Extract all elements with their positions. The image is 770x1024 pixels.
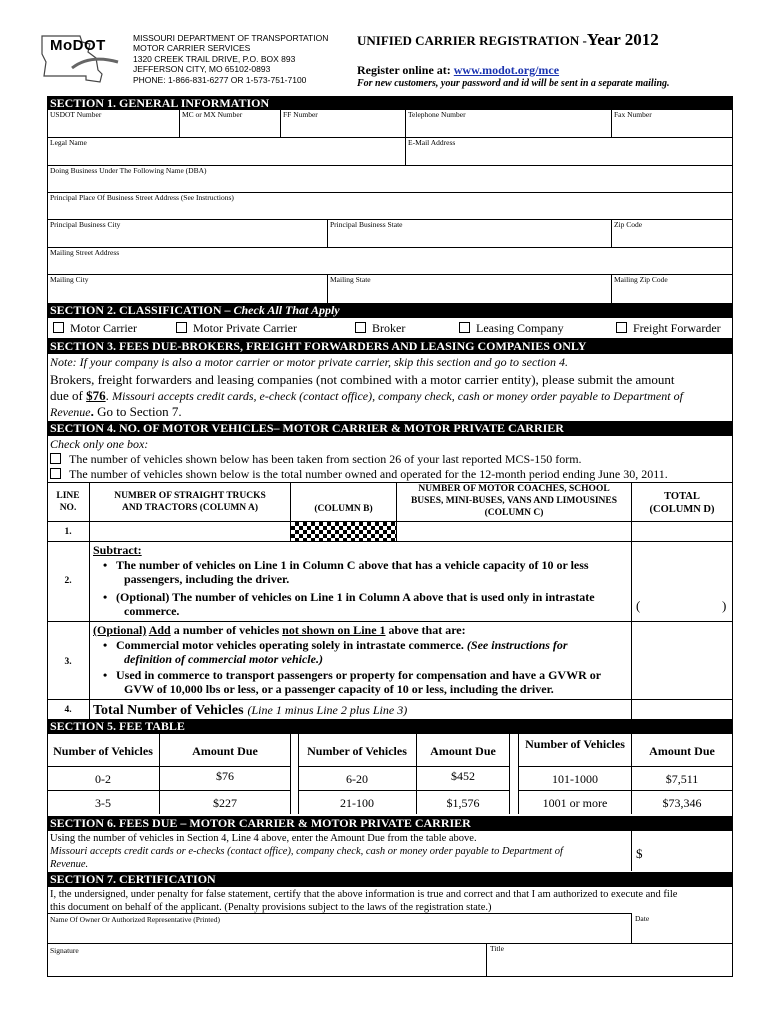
fee-cell: 0-2 [95, 772, 111, 786]
signature-label: Signature [50, 946, 79, 955]
fee-cell: $452 [451, 769, 475, 783]
line3-bullet2 [116, 668, 628, 696]
col-d-header: TOTAL (COLUMN D) [649, 491, 715, 515]
line2-bullet1-a: • The number of vehicles on Line 1 in Column C above that has a vehicle capacity of 10 or less [116, 558, 628, 572]
line3-bullet1 [116, 638, 628, 666]
agency-line: MOTOR CARRIER SERVICES [133, 43, 251, 54]
optional-label: (Optional) [93, 623, 147, 637]
section1-header: SECTION 1. GENERAL INFORMATION [47, 96, 733, 110]
line3-bullet2-b: GVW of 10,000 lbs or less, or a passenger capacity of 10 or less, including the driver. [124, 682, 554, 696]
mc-mx-number-label: MC or MX Number [182, 110, 243, 119]
certification-line1: I, the undersigned, under penalty for false statement, certify that the above information is true and correct and that I am authorized to execute and file [50, 889, 678, 900]
fee-col-header: Amount Due [649, 744, 715, 758]
email-label: E-Mail Address [408, 138, 456, 147]
mailing-street-label: Mailing Street Address [50, 248, 120, 257]
amount-due-field[interactable] [648, 840, 730, 864]
fee-cell: $1,576 [446, 796, 480, 810]
freight-forwarder-label: Freight Forwarder [633, 321, 721, 335]
section6-text [50, 832, 563, 871]
form-title [357, 30, 659, 50]
not-shown-label: not shown on Line 1 [282, 623, 386, 637]
section7-header: SECTION 7. CERTIFICATION [47, 872, 733, 887]
line-no: 3. [64, 657, 72, 667]
line1-col-a-field[interactable] [90, 522, 290, 541]
broker-label: Broker [372, 321, 406, 335]
mailing-zip-label: Mailing Zip Code [614, 275, 668, 284]
line2-bullet2-a: • (Optional) The number of vehicles on Line 1 in Column A above that is used only in intrastate [116, 590, 628, 604]
due-of-text: due of [50, 388, 83, 403]
legal-name-label: Legal Name [50, 138, 87, 147]
dba-field[interactable] [48, 175, 732, 192]
vehicle-source-option-b[interactable] [50, 467, 668, 481]
logo-text: MoDOT [50, 37, 106, 54]
total-vehicles-label: Total Number of Vehicles [93, 703, 244, 718]
classification-option[interactable] [53, 321, 137, 335]
section3-body-a: Brokers, freight forwarders and leasing companies (not combined with a motor carrier entity), please submit the amount [50, 372, 675, 387]
form-right-border [732, 96, 733, 976]
form-title-text: UNIFIED CARRIER REGISTRATION - [357, 33, 587, 48]
section2-header [47, 303, 733, 318]
mailing-state-field[interactable] [328, 284, 611, 303]
line1-col-c-field[interactable] [397, 522, 631, 541]
ff-number-field[interactable] [281, 119, 405, 137]
dba-label: Doing Business Under The Following Name (DBA) [50, 166, 207, 175]
fax-field[interactable] [612, 119, 732, 137]
line3-bullet1-b: definition of commercial motor vehicle.) [124, 652, 323, 666]
principal-state-field[interactable] [328, 229, 611, 247]
new-customer-note: For new customers, your password and id will be sent in a separate mailing. [357, 78, 670, 89]
section2-title: SECTION 2. CLASSIFICATION – [50, 303, 231, 317]
vehicle-source-option-a[interactable] [50, 452, 582, 466]
principal-address-label: Principal Place Of Business Street Address (See Instructions) [50, 193, 234, 202]
fee-cell: 21-100 [340, 796, 374, 810]
line2-paren-open: ( [636, 598, 641, 613]
line2-bullet1 [116, 558, 628, 586]
motor-private-carrier-checkbox[interactable] [176, 322, 187, 333]
email-field[interactable] [406, 147, 732, 165]
line3-bullet1-a: • Commercial motor vehicles operating solely in intrastate commerce. (See instructions for [116, 638, 628, 652]
line2-total-field[interactable] [644, 596, 720, 614]
dollar-sign: $ [636, 846, 643, 861]
telephone-label: Telephone Number [408, 110, 466, 119]
agency-line: 1320 CREEK TRAIL DRIVE, P.O. BOX 893 [133, 53, 296, 64]
mcs150-checkbox[interactable] [50, 453, 61, 464]
line1-col-b-shaded [291, 522, 396, 541]
register-online [357, 63, 559, 78]
line3-end: above that are: [388, 623, 466, 637]
classification-option[interactable] [616, 321, 721, 335]
go-to-section7-text: Go to Section 7. [97, 404, 182, 419]
title-label: Title [490, 944, 504, 953]
usdot-number-field[interactable] [48, 119, 179, 137]
fax-label: Fax Number [614, 110, 652, 119]
date-field[interactable] [632, 924, 732, 942]
line3-total-field[interactable] [632, 622, 732, 699]
section3-note: Note: If your company is also a motor carrier or motor private carrier, skip this section and go to section 4. [50, 355, 568, 369]
mailing-city-label: Mailing City [50, 275, 89, 284]
modot-logo [40, 32, 120, 84]
mailing-street-field[interactable] [48, 257, 732, 274]
payment-methods-text: Missouri accepts credit cards, e-check (contact office), company check, cash or money order payable to Department of [112, 389, 683, 403]
agency-line: MISSOURI DEPARTMENT OF TRANSPORTATION [133, 33, 329, 43]
principal-city-label: Principal Business City [50, 220, 121, 229]
fee-col-header: Amount Due [430, 744, 496, 758]
mailing-state-label: Mailing State [330, 275, 371, 284]
broker-fee-amount: $76 [86, 388, 106, 403]
check-one-label: Check only one box: [50, 437, 149, 451]
mailing-zip-field[interactable] [612, 284, 732, 303]
zip-code-label: Zip Code [614, 220, 643, 229]
fee-cell: $227 [213, 796, 237, 810]
fee-cell: $7,511 [665, 772, 699, 786]
usdot-number-label: USDOT Number [50, 110, 102, 119]
line4-total-label [93, 701, 407, 719]
register-label: Register online at: [357, 63, 451, 77]
form-year: Year 2012 [586, 30, 659, 49]
line2-paren-close: ) [722, 598, 727, 613]
line2-bullet2 [116, 590, 628, 618]
add-label: Add [148, 623, 171, 637]
classification-option[interactable] [176, 321, 297, 335]
principal-address-field[interactable] [48, 202, 732, 219]
section5-header: SECTION 5. FEE TABLE [47, 719, 733, 734]
classification-option[interactable] [459, 321, 564, 335]
leasing-company-label: Leasing Company [476, 321, 564, 335]
col-c-header: NUMBER OF MOTOR COACHES, SCHOOL BUSES, MINI-BUSES, VANS AND LIMOUSINES (COLUMN C) [410, 484, 618, 518]
principal-city-field[interactable] [48, 229, 327, 247]
total-vehicles-note: (Line 1 minus Line 2 plus Line 3) [247, 703, 408, 717]
fee-col-header: Amount Due [192, 744, 258, 758]
agency-line: JEFFERSON CITY, MO 65102-0893 [133, 64, 271, 75]
leasing-company-checkbox[interactable] [459, 322, 470, 333]
road-swoosh-icon [70, 56, 120, 70]
printed-name-label: Name Of Owner Or Authorized Representative (Printed) [50, 915, 220, 924]
motor-carrier-checkbox[interactable] [53, 322, 64, 333]
option-b-text: The number of vehicles shown below is the total number owned and operated for the 12-month period ending June 30, 2011. [69, 467, 668, 481]
col-a-header: NUMBER OF STRAIGHT TRUCKS AND TRACTORS (COLUMN A) [114, 491, 266, 513]
fee-cell: 1001 or more [542, 796, 608, 810]
fee-col-header: Number of Vehicles [53, 744, 153, 758]
line-no: 2. [64, 576, 72, 586]
section3-body-c: Revenue. Go to Section 7. [50, 404, 182, 419]
mc-mx-number-field[interactable] [180, 119, 280, 137]
mailing-city-field[interactable] [48, 284, 327, 303]
title-field[interactable] [487, 954, 732, 976]
section6-line3: Revenue. [50, 859, 89, 870]
printed-name-field[interactable] [48, 924, 631, 942]
certification-line2: this document on behalf of the applicant. (Penalty provisions subject to the laws of the registration state.) [50, 902, 492, 913]
col-line-header: LINE NO. [56, 491, 80, 513]
freight-forwarder-checkbox[interactable] [616, 322, 627, 333]
section3-header: SECTION 3. FEES DUE-BROKERS, FREIGHT FORWARDERS AND LEASING COMPANIES ONLY [47, 338, 733, 354]
certification-text [50, 888, 677, 914]
col-b-header: (COLUMN B) [314, 504, 373, 514]
fee-col-header: Number of Vehicles [307, 744, 407, 758]
fee-cell: $76 [216, 769, 234, 783]
line3-mid: a number of vehicles [173, 623, 280, 637]
section2-title-italic: Check All That Apply [233, 303, 340, 317]
line3-intro [93, 623, 466, 637]
section4-header: SECTION 4. NO. OF MOTOR VEHICLES– MOTOR CARRIER & MOTOR PRIVATE CARRIER [47, 421, 733, 436]
agency-line: PHONE: 1-866-831-6277 OR 1-573-751-7100 [133, 74, 307, 85]
fee-cell: 6-20 [346, 772, 368, 786]
option-a-text: The number of vehicles shown below has been taken from section 26 of your last reported MCS-150 form. [69, 452, 582, 466]
motor-private-carrier-label: Motor Private Carrier [193, 321, 297, 335]
section3-body-b: due of $76. Missouri accepts credit cards, e-check (contact office), company check, cash or money order payable to Department of [50, 388, 683, 403]
section6-line2: Missouri accepts credit cards or e-checks (contact office), company check, cash or money order payable to Department of [50, 846, 563, 857]
zip-code-field[interactable] [612, 229, 732, 247]
ff-number-label: FF Number [283, 110, 318, 119]
signature-field[interactable] [48, 956, 486, 976]
revenue-text: Revenue [50, 405, 91, 419]
date-label: Date [635, 914, 650, 923]
section6-header: SECTION 6. FEES DUE – MOTOR CARRIER & MOTOR PRIVATE CARRIER [47, 816, 733, 831]
section6-line1: Using the number of vehicles in Section 4, Line 4 above, enter the Amount Due from the table above. [50, 833, 477, 844]
legal-name-field[interactable] [48, 147, 405, 165]
fee-cell: $73,346 [662, 796, 702, 810]
broker-checkbox[interactable] [355, 322, 366, 333]
line2-bullet1-b: passengers, including the driver. [124, 572, 290, 586]
twelve-month-checkbox[interactable] [50, 468, 61, 479]
line1-total-field[interactable] [632, 522, 732, 541]
line2-bullet2-b: commerce. [124, 604, 180, 618]
line3-bullet2-a: • Used in commerce to transport passengers or property for compensation and have a GVWR or [116, 668, 628, 682]
fee-col-header: Number of Vehicles [525, 737, 625, 751]
register-link[interactable]: www.modot.org/mce [453, 63, 560, 77]
agency-address [133, 33, 328, 85]
motor-carrier-label: Motor Carrier [70, 321, 137, 335]
classification-option[interactable] [355, 321, 405, 335]
principal-state-label: Principal Business State [330, 220, 403, 229]
fee-cell: 3-5 [95, 796, 111, 810]
telephone-field[interactable] [406, 119, 611, 137]
fee-cell: 101-1000 [552, 772, 598, 786]
line4-total-field[interactable] [632, 700, 732, 719]
subtract-label: Subtract: [93, 543, 142, 557]
line-no: 4. [64, 705, 72, 715]
line-no: 1. [64, 527, 72, 537]
